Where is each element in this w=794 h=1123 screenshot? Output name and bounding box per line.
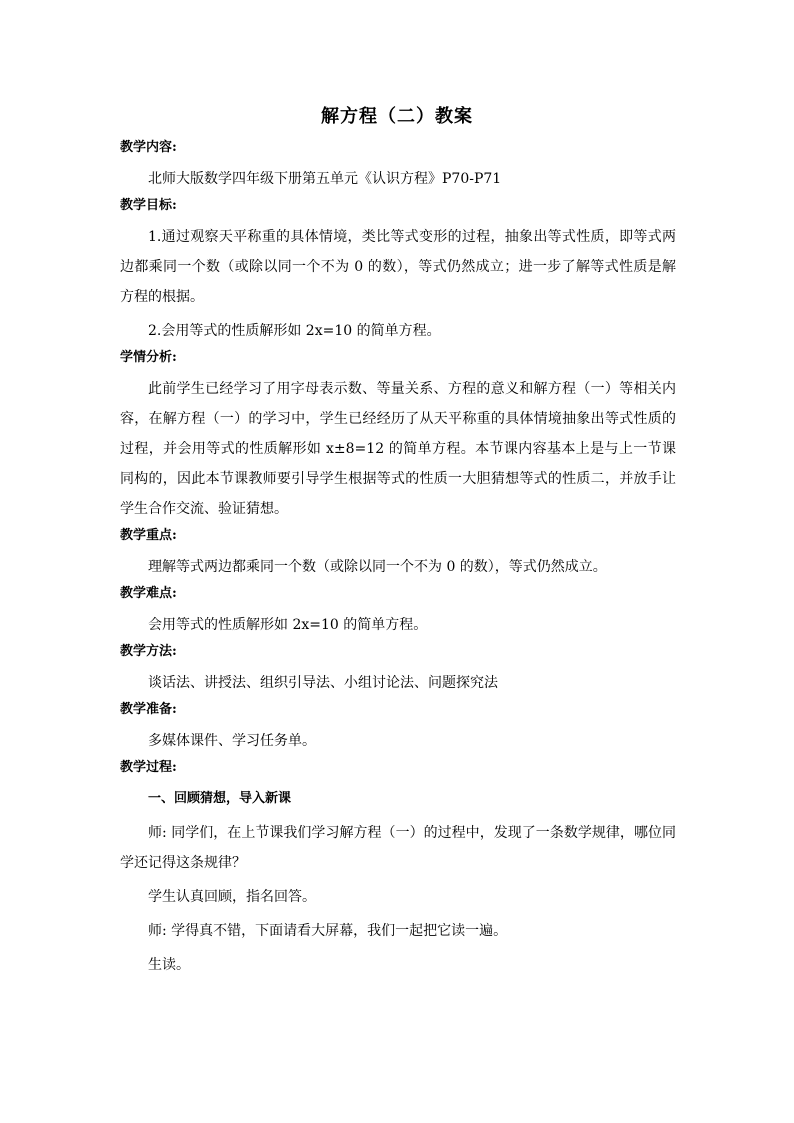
section-heading-content: 教学内容: [120, 140, 177, 155]
section-heading-preparation: 教学准备: [120, 702, 177, 717]
section-paragraph: 2.会用等式的性质解形如 2x=10 的简单方程。 [148, 323, 441, 339]
section-paragraph: 1.通过观察天平称重的具体情境，类比等式变形的过程，抽象出等式性质，即等式两边都乘同一个数（或除以同一个不为 0 的数），等式仍然成立；进一步了解等式性质是解方程的根据。 [120, 229, 676, 305]
document-title: 解方程（二）教案 [321, 106, 473, 127]
process-subheading: 一、回顾猜想，导入新课 [148, 791, 292, 806]
section-paragraph: 理解等式两边都乘同一个数（或除以同一个不为 0 的数），等式仍然成立。 [148, 559, 607, 575]
section-heading-key-points: 教学重点: [120, 528, 177, 543]
section-paragraph: 多媒体课件、学习任务单。 [148, 733, 316, 749]
section-paragraph: 师: 学得真不错，下面请看大屏幕，我们一起把它读一遍。 [148, 923, 508, 939]
section-heading-analysis: 学情分析: [120, 350, 177, 365]
section-paragraph: 生读。 [148, 957, 190, 973]
section-heading-objectives: 教学目标: [120, 198, 177, 213]
document-body [120, 140, 676, 984]
section-paragraph: 师: 同学们，在上节课我们学习解方程（一）的过程中，发现了一条数学规律，哪位同学还记得这条规律？ [120, 825, 676, 871]
section-heading-methods: 教学方法: [120, 644, 177, 659]
section-paragraph: 北师大版数学四年级下册第五单元《认识方程》P70-P71 [148, 171, 502, 187]
section-paragraph: 会用等式的性质解形如 2x=10 的简单方程。 [148, 617, 428, 633]
section-heading-process: 教学过程: [120, 760, 177, 775]
section-paragraph: 谈话法、讲授法、组织引导法、小组讨论法、问题探究法 [148, 675, 498, 691]
section-paragraph: 此前学生已经学习了用字母表示数、等量关系、方程的意义和解方程（一）等相关内容，在解方程（一）的学习中，学生已经经历了从天平称重的具体情境抽象出等式性质的过程，并会用等式的性质解形如 x±8=12 的简单方程。本节课内容基本上是与上一节课同构的，因此本节课教师要引导学生根据等式的性质一大胆猜想等式的性质二，并放手让学生合作交流、验证猜想。 [120, 381, 676, 517]
section-heading-difficulties: 教学难点: [120, 586, 177, 601]
section-paragraph: 学生认真回顾，指名回答。 [148, 889, 316, 905]
